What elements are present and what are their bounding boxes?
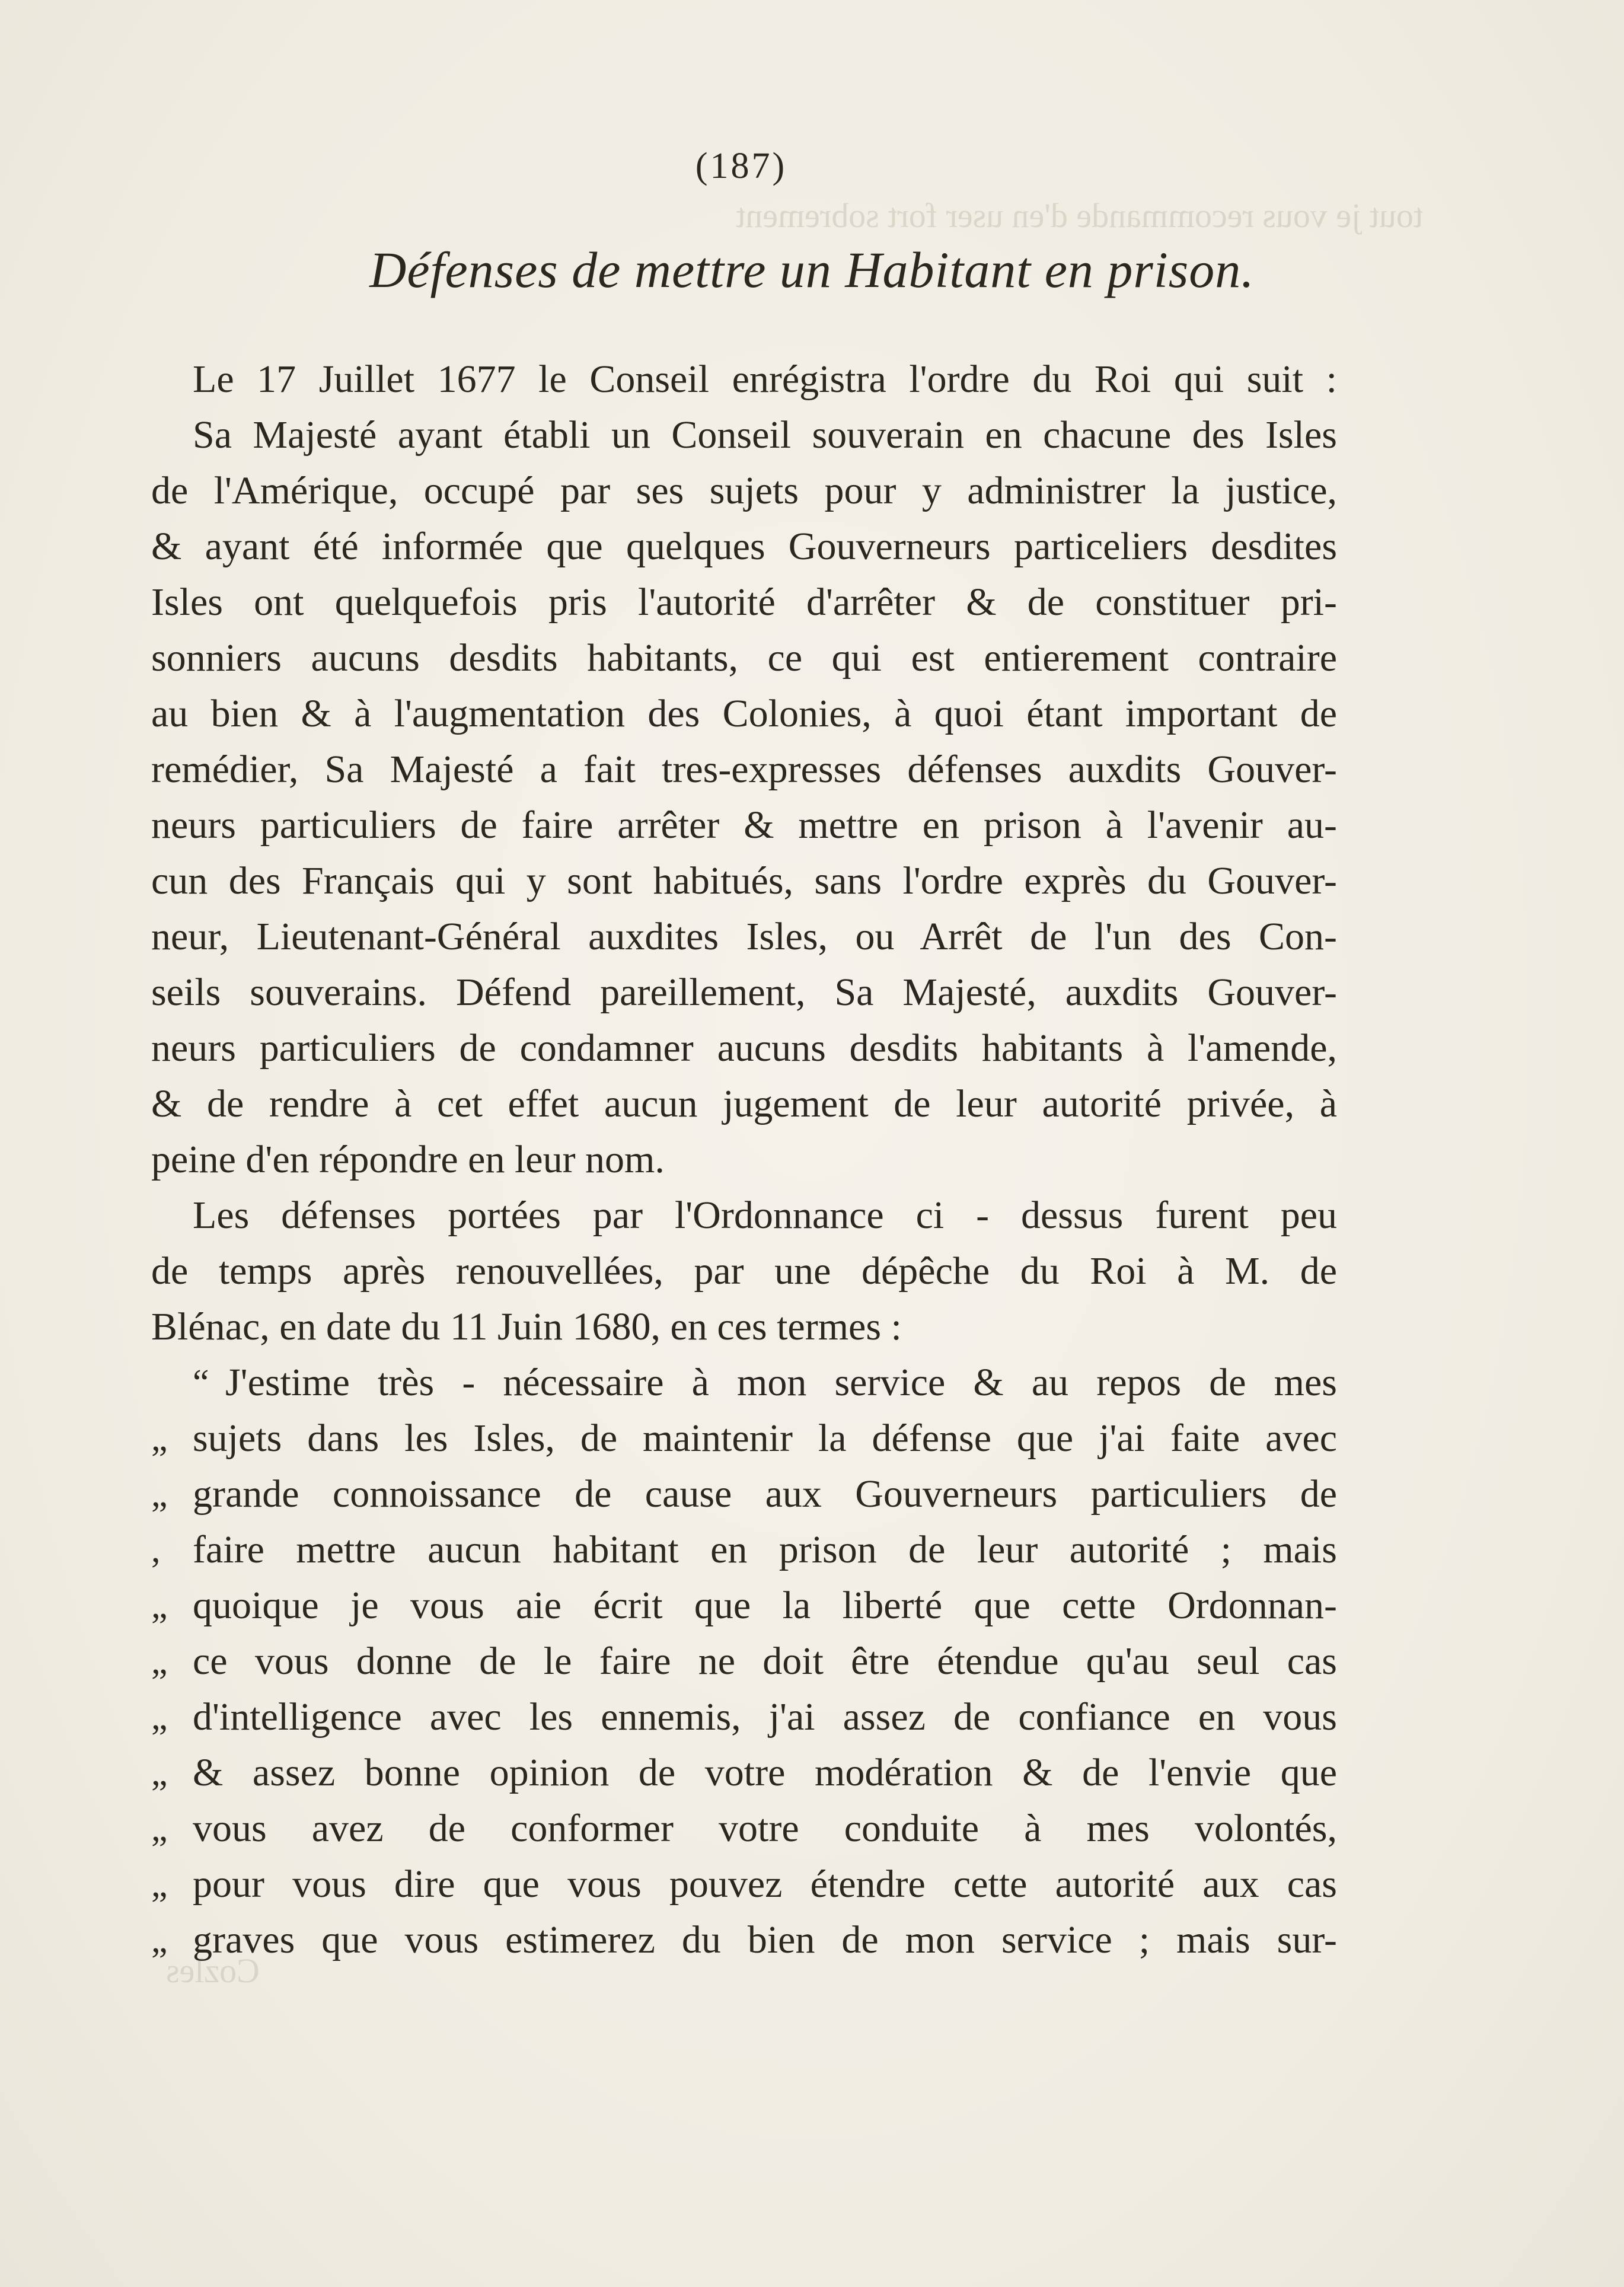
text-line: peine d'en répondre en leur nom.: [151, 1138, 665, 1181]
quote-line: quoique je vous aie écrit que la liberté que cette Ordonnan-: [193, 1584, 1337, 1627]
page-number: (187): [695, 146, 787, 186]
text-line: de l'Amérique, occupé par ses sujets pour y administrer la justice,: [151, 469, 1337, 512]
quote-line: J'estime très - nécessaire à mon service & au repos de mes: [225, 1361, 1337, 1404]
quote-line: sujets dans les Isles, de maintenir la défense que j'ai faite avec: [193, 1417, 1337, 1460]
text-line: neur, Lieutenant-Général auxdites Isles, ou Arrêt de l'un des Con-: [151, 915, 1337, 958]
quote-line: ce vous donne de le faire ne doit être étendue qu'au seul cas: [193, 1640, 1337, 1683]
quote-line: vous avez de conformer votre conduite à mes volontés,: [193, 1807, 1337, 1850]
quote-mark: „: [151, 1864, 168, 1905]
quote-mark: ,: [151, 1530, 161, 1570]
text-line: & ayant été informée que quelques Gouverneurs particeliers desdites: [151, 525, 1337, 568]
text-line: Isles ont quelquefois pris l'autorité d'arrêter & de constituer pri-: [151, 580, 1337, 624]
bleed-through-text: Cozles: [166, 1951, 260, 1990]
quote-line: grande connoissance de cause aux Gouverneurs particuliers de: [193, 1472, 1337, 1516]
text-line: Sa Majesté ayant établi un Conseil souverain en chacune des Isles: [193, 413, 1337, 457]
quote-mark: „: [151, 1920, 168, 1960]
section-title: Défenses de mettre un Habitant en prison.: [369, 241, 1255, 298]
text-line: & de rendre à cet effet aucun jugement de leur autorité privée, à: [151, 1082, 1337, 1125]
text-line: sonniers aucuns desdits habitants, ce qui est entierement contraire: [151, 636, 1337, 680]
text-line: neurs particuliers de condamner aucuns desdits habitants à l'amende,: [151, 1026, 1337, 1070]
text-line: de temps après renouvellées, par une dépêche du Roi à M. de: [151, 1249, 1337, 1293]
text-line: neurs particuliers de faire arrêter & mettre en prison à l'avenir au-: [151, 803, 1337, 847]
quote-mark: „: [151, 1474, 168, 1514]
text-line: au bien & à l'augmentation des Colonies, à quoi étant important de: [151, 692, 1337, 735]
bleed-through-text: tout je vous recommande d'en user fort sobrement: [736, 196, 1423, 235]
quote-mark: “: [193, 1363, 209, 1403]
quote-mark: „: [151, 1641, 168, 1682]
quote-mark: „: [151, 1808, 168, 1849]
quote-mark: „: [151, 1418, 168, 1459]
text-line: cun des Français qui y sont habitués, sans l'ordre exprès du Gouver-: [151, 859, 1337, 902]
quote-line: pour vous dire que vous pouvez étendre cette autorité aux cas: [193, 1862, 1337, 1906]
quote-mark: „: [151, 1753, 168, 1793]
text-line: Blénac, en date du 11 Juin 1680, en ces termes :: [151, 1305, 902, 1348]
text-line: seils souverains. Défend pareillement, Sa Majesté, auxdits Gouver-: [151, 971, 1337, 1014]
quote-line: & assez bonne opinion de votre modération & de l'envie que: [193, 1751, 1337, 1794]
quote-mark: „: [151, 1697, 168, 1737]
quote-line: d'intelligence avec les ennemis, j'ai assez de confiance en vous: [193, 1695, 1337, 1739]
text-line: remédier, Sa Majesté a fait tres-expresses défenses auxdits Gouver-: [151, 748, 1337, 791]
quote-mark: „: [151, 1586, 168, 1626]
quote-line: faire mettre aucun habitant en prison de leur autorité ; mais: [193, 1528, 1337, 1571]
text-line: Les défenses portées par l'Ordonnance ci - dessus furent peu: [193, 1194, 1337, 1237]
quote-line: graves que vous estimerez du bien de mon service ; mais sur-: [193, 1918, 1337, 1961]
text-line: Le 17 Juillet 1677 le Conseil enrégistra l'ordre du Roi qui suit :: [193, 358, 1337, 401]
